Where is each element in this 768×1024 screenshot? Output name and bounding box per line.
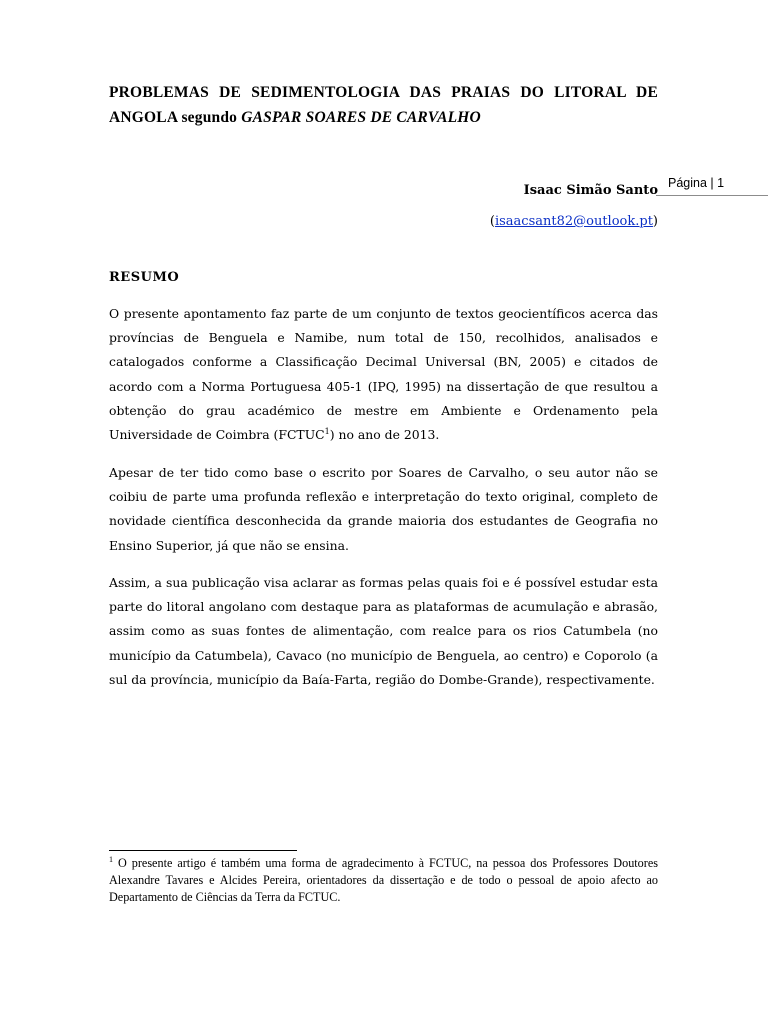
footnote-separator: [109, 850, 297, 851]
email-close-paren: ): [652, 214, 658, 229]
footnote: [109, 855, 658, 906]
page-number-header: Página | 1: [656, 172, 768, 196]
paragraph-1-text: O presente apontamento faz parte de um conjunto de textos geocientíficos acerca das províncias de Benguela e Namibe, num total de 150, recolhidos, analisados e catalogados conforme a Classificação Decimal Universal (BN, 2005) e citados de acordo com a Norma Portuguesa 405-1 (IPQ, 1995) na dissertação de que resultou a obtenção do grau académico de mestre em Ambiente e Ordenamento pela Universidade de Coimbra (FCTUC: [109, 306, 658, 443]
author-email-line: [490, 212, 658, 232]
author-name: Isaac Simão Santo: [523, 183, 658, 198]
abstract-paragraph-2: Apesar de ter tido como base o escrito por Soares de Carvalho, o seu autor não se coibiu de parte uma profunda reflexão e interpretação do texto original, completo de novidade científica desconhecida da grande maioria dos estudantes de Geografia no Ensino Superior, já que não se ensina.: [109, 465, 658, 553]
abstract-paragraph-1: [109, 302, 658, 447]
footnote-reference[interactable]: 1: [324, 426, 330, 436]
author-email-link[interactable]: isaacsant82@outlook.pt: [494, 214, 653, 229]
paragraph-1-tail: ) no ano de 2013.: [329, 427, 440, 443]
section-heading-resumo: RESUMO: [109, 270, 180, 285]
title-line-2-italic: GASPAR SOARES DE CARVALHO: [241, 109, 481, 126]
document-title: [109, 80, 658, 130]
title-line-1: PROBLEMAS DE SEDIMENTOLOGIA DAS PRAIAS DO LITORAL DE: [109, 84, 658, 101]
abstract-paragraph-3: Assim, a sua publicação visa aclarar as formas pelas quais foi e é possível estudar esta parte do litoral angolano com destaque para as plataformas de acumulação e abrasão, assim como as suas fontes de alimentação, com realce para os rios Catumbela (no município da Catumbela), Cavaco (no município de Benguela, ao centro) e Coporolo (a sul da província, município da Baía-Farta, região do Dombe-Grande), respectivamente.: [109, 575, 658, 687]
title-line-2-plain: ANGOLA segundo: [109, 109, 242, 126]
email-open-paren: (: [489, 214, 495, 229]
footnote-marker: 1: [109, 854, 113, 864]
footnote-text: O presente artigo é também uma forma de agradecimento à FCTUC, na pessoa dos Professores Doutores Alexandre Tavares e Alcides Pereira, orientadores da dissertação e de todo o pessoal de apoio afecto ao Departamento de Ciências da Terra da FCTUC.: [109, 856, 658, 904]
